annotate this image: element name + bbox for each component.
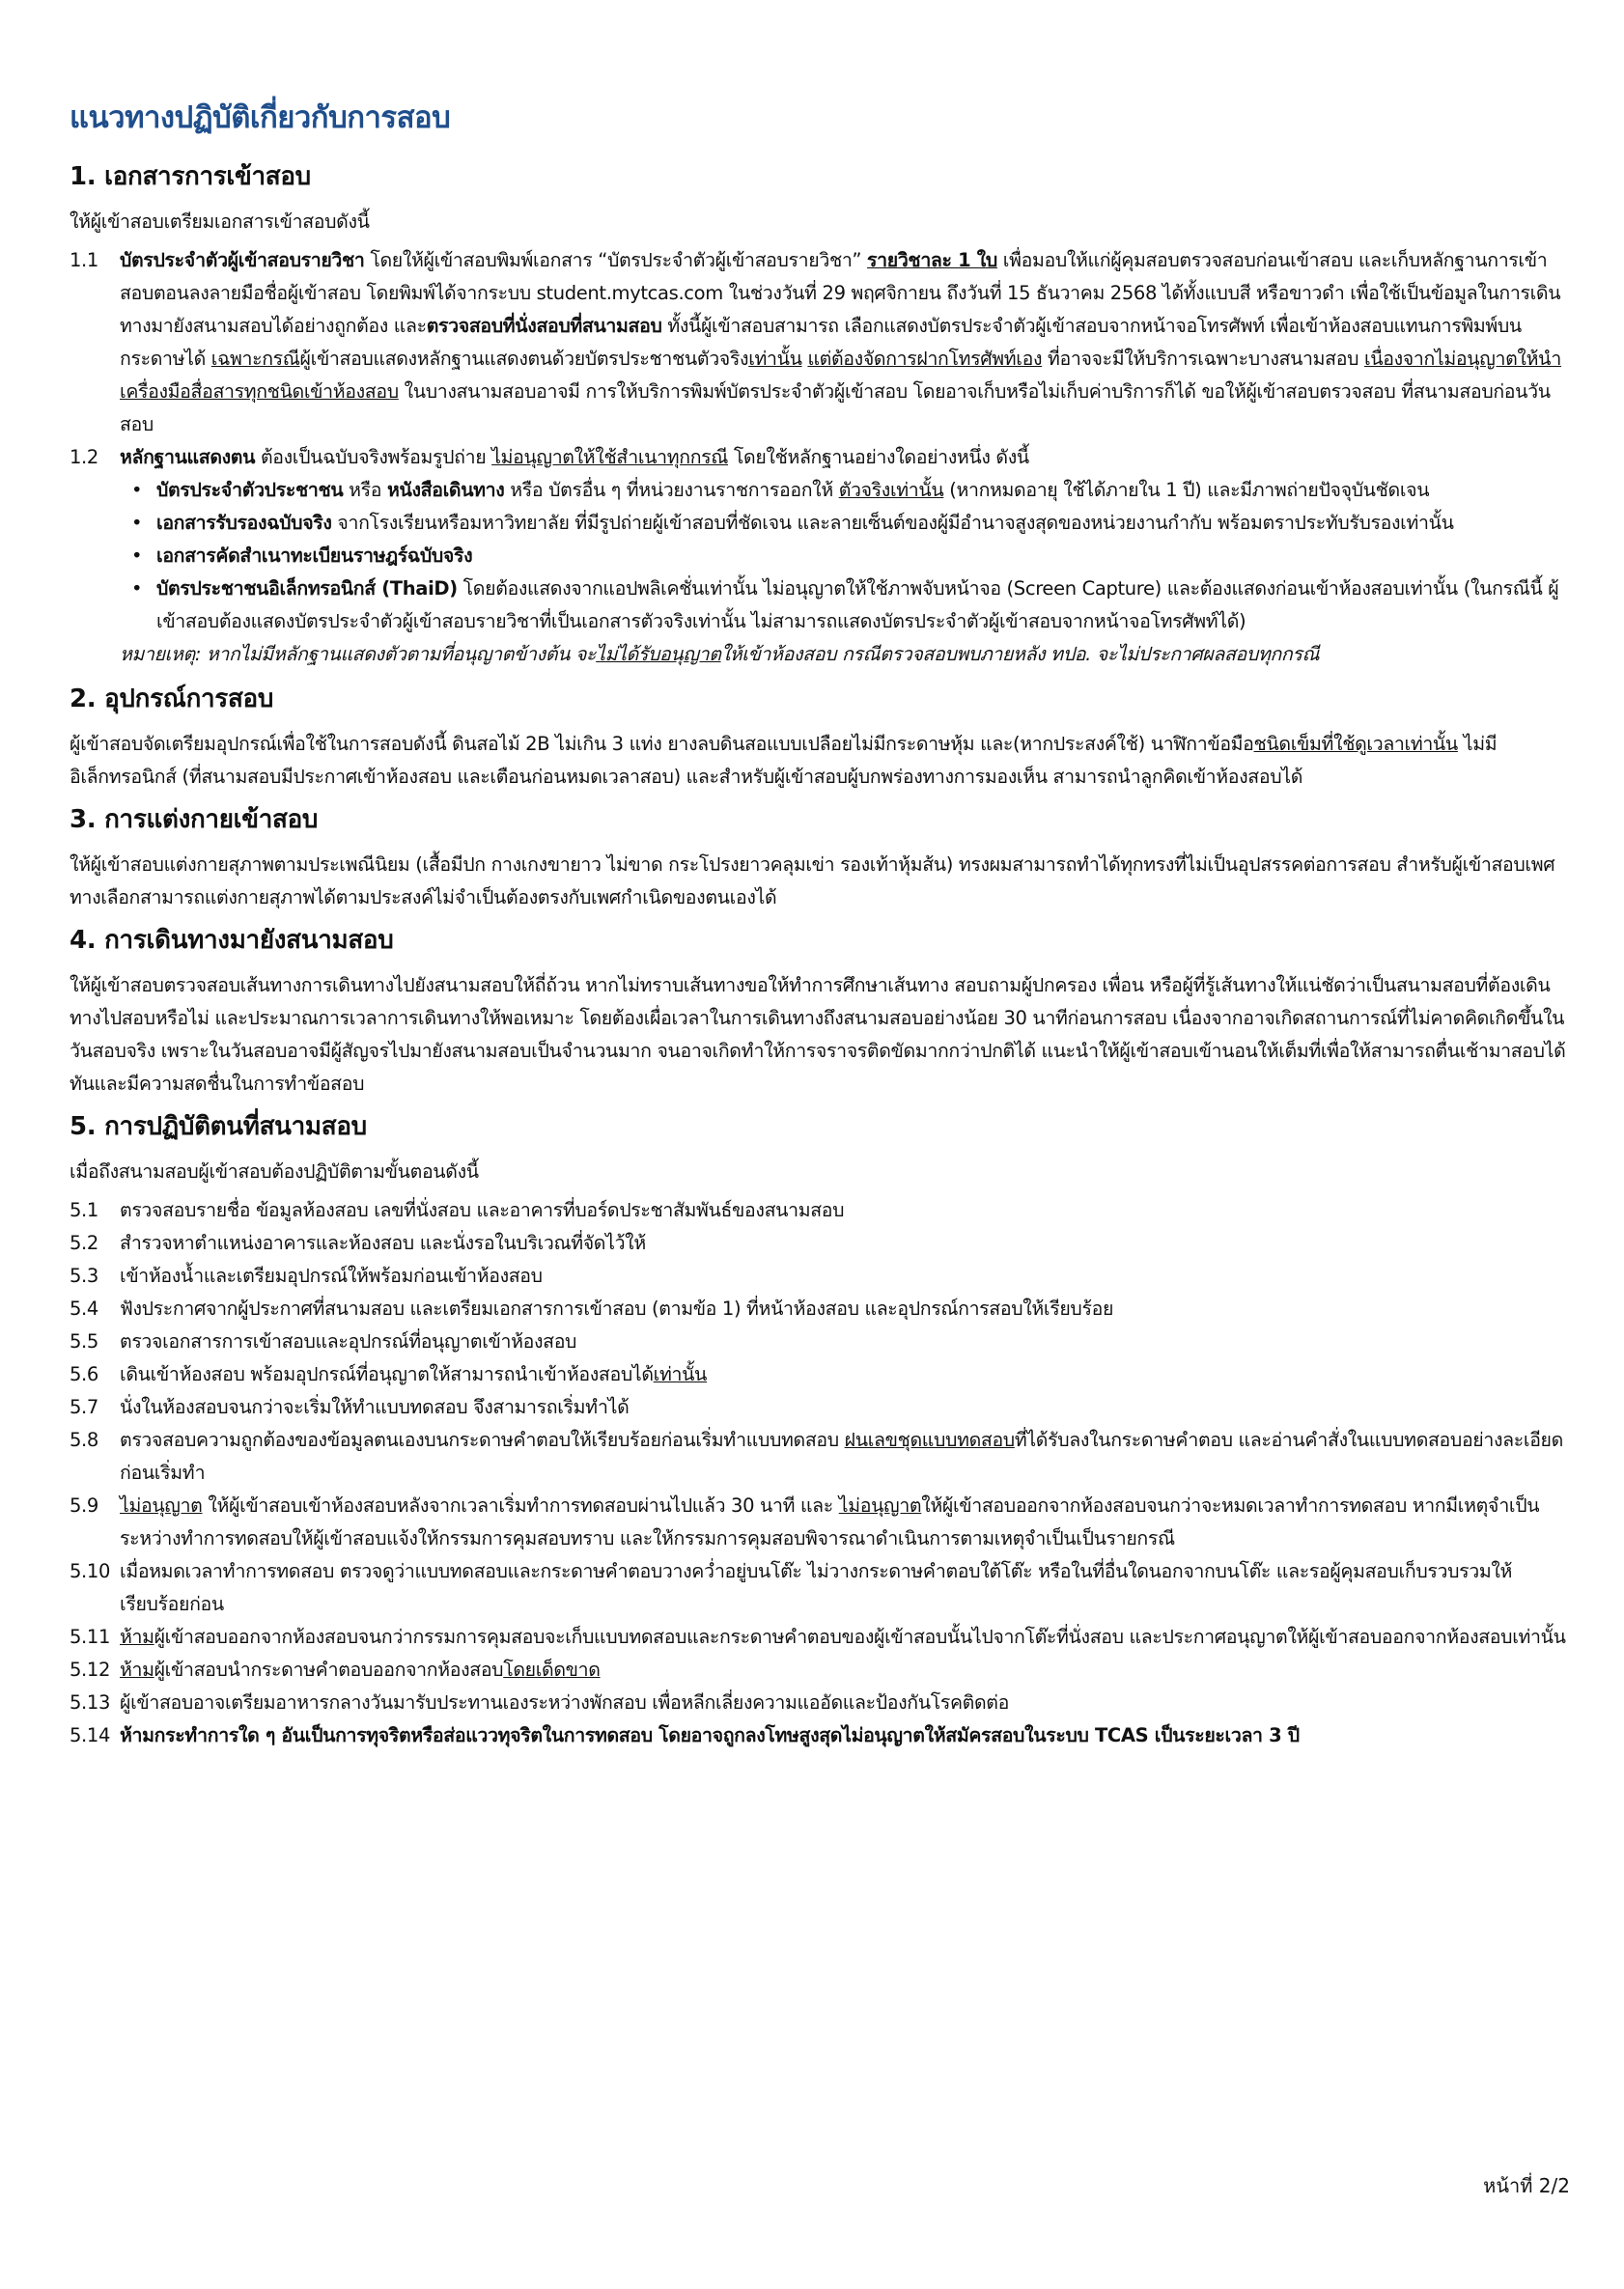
text-run: ตรวจเอกสารการเข้าสอบและอุปกรณ์ที่อนุญาตเข้าห้องสอบ — [120, 1330, 577, 1353]
text-run: ให้ผู้เข้าสอบแต่งกายสุภาพตามประเพณีนิยม (เสื้อมีปก กางเกงขายาว ไม่ขาด กระโปรงยาวคลุมเข่า รองเท้าหุ้มส้น) ทรงผมสามารถทำได้ทุกทรงที่ไม่เป็นอุปสรรคต่อการสอบ สำหรับผู้เข้าสอบเพศทางเลือกสามารถแต่งกายสุภาพได้ตามประสงค์ไม่จำเป็นต้องตรงกับเพศกำเนิดของตนเองได้ — [70, 853, 1555, 908]
bullet-item — [120, 474, 1571, 507]
text-run: บัตรประจำตัวผู้เข้าสอบรายวิชา — [120, 249, 365, 271]
section — [70, 1106, 1571, 1752]
text-run: โดยใช้หลักฐานอย่างใดอย่างหนึ่ง ดังนี้ — [728, 446, 1029, 468]
text-run: เอกสารคัดสำเนาทะเบียนราษฎร์ฉบับจริง — [156, 544, 473, 567]
section-intro — [70, 728, 1571, 794]
text-run: ผู้เข้าสอบแสดงหลักฐานแสดงตนด้วยบัตรประชาชนตัวจริง — [299, 348, 749, 370]
text-run: ห้ามกระทำการใด ๆ อันเป็นการทุจริตหรือส่อแววทุจริตในการทดสอบ โดยอาจถูกลงโทษสูงสุดไม่อนุญาตให้สมัครสอบในระบบ TCAS เป็นระยะเวลา 3 ปี — [120, 1724, 1300, 1746]
section — [70, 679, 1571, 794]
bullet-icon: • — [131, 512, 143, 534]
text-run: ผู้เข้าสอบนำกระดาษคำตอบออกจากห้องสอบ — [154, 1659, 504, 1681]
text-run: ฟังประกาศจากผู้ประกาศที่สนามสอบ และเตรียมเอกสารการเข้าสอบ (ตามข้อ 1) ที่หน้าห้องสอบ และอุปกรณ์การสอบให้เรียบร้อย — [120, 1298, 1114, 1320]
text-run: แต่ต้องจัดการฝากโทรศัพท์เอง — [807, 348, 1043, 370]
list-item — [70, 1621, 1571, 1654]
text-run: ห้าม — [120, 1659, 154, 1681]
bullet-text — [156, 540, 1571, 572]
item-text — [120, 244, 1571, 441]
list-item — [70, 1424, 1571, 1490]
item-number: 1.2 — [70, 446, 98, 468]
section-heading: 5. การปฏิบัติตนที่สนามสอบ — [70, 1112, 367, 1141]
bullet-item — [120, 540, 1571, 572]
list-item — [70, 1227, 1571, 1260]
text-run: เท่านั้น — [748, 348, 802, 370]
item-text — [120, 1194, 1571, 1227]
item-number: 5.6 — [70, 1363, 98, 1385]
page-number: หน้าที่ 2/2 — [1483, 2174, 1570, 2197]
item-number: 5.8 — [70, 1429, 98, 1451]
item-number: 5.4 — [70, 1298, 98, 1320]
list-item — [70, 1719, 1571, 1752]
item-text — [120, 1719, 1571, 1752]
bullet-icon: • — [131, 544, 143, 567]
sections-container — [70, 156, 1571, 1752]
section — [70, 156, 1571, 671]
text-run: สำรวจหาตำแหน่งอาคารและห้องสอบ และนั่งรอในบริเวณที่จัดไว้ให้ — [120, 1232, 646, 1254]
item-number: 5.7 — [70, 1396, 98, 1418]
bullet-icon: • — [131, 577, 143, 600]
text-run: เมื่อถึงสนามสอบผู้เข้าสอบต้องปฏิบัติตามขั้นตอนดังนี้ — [70, 1160, 479, 1183]
text-run: ชนิดเข็มที่ใช้ดูเวลาเท่านั้น — [1253, 733, 1458, 755]
item-text — [120, 1293, 1571, 1326]
list-item — [70, 441, 1571, 474]
text-run: เนื่องจากไม่อนุญาตให้นำเครื่องมือสื่อสารทุกชนิดเข้าห้องสอบ — [120, 348, 1562, 403]
list-item — [70, 1326, 1571, 1358]
text-run: ไม่อนุญาตให้ใช้สำเนาทุกกรณี — [491, 446, 729, 468]
text-run: ให้เข้าห้องสอบ กรณีตรวจสอบพบภายหลัง ทปอ. จะไม่ประกาศผลสอบทุกกรณี — [720, 643, 1320, 665]
text-run: เข้าห้องน้ำและเตรียมอุปกรณ์ให้พร้อมก่อนเข้าห้องสอบ — [120, 1265, 543, 1287]
text-run: หนังสือเดินทาง — [387, 479, 505, 501]
text-run: บัตรประชาชนอิเล็กทรอนิกส์ (ThaiD) — [156, 577, 458, 600]
item-text — [120, 1260, 1571, 1293]
text-run: หลักฐานแสดงตน — [120, 446, 256, 468]
list-item — [70, 1687, 1571, 1719]
item-number: 5.1 — [70, 1199, 98, 1221]
item-text — [120, 1654, 1571, 1687]
item-number: 5.3 — [70, 1265, 98, 1287]
bullet-list — [120, 474, 1571, 638]
list-item — [70, 1654, 1571, 1687]
document-page — [70, 93, 1571, 1758]
item-text — [120, 1358, 1571, 1391]
text-run: หรือ บัตรอื่น ๆ ที่หน่วยงานราชการออกให้ — [504, 479, 839, 501]
bullet-item — [120, 572, 1571, 638]
text-run: หรือ — [343, 479, 387, 501]
section-heading: 3. การแต่งกายเข้าสอบ — [70, 805, 319, 834]
text-run: ผู้เข้าสอบออกจากห้องสอบจนกว่ากรรมการคุมสอบจะเก็บแบบทดสอบและกระดาษคำตอบของผู้เข้าสอบนั้นไปจากโต๊ะที่นั่งสอบ และประกาศอนุญาตให้ผู้เข้าสอบออกจากห้องสอบเท่านั้น — [154, 1626, 1566, 1648]
text-run: ให้ผู้เข้าสอบเข้าห้องสอบหลังจากเวลาเริ่มทำการทดสอบผ่านไปแล้ว 30 นาที และ — [202, 1494, 839, 1517]
text-run: ห้าม — [120, 1626, 154, 1648]
text-run: เดินเข้าห้องสอบ พร้อมอุปกรณ์ที่อนุญาตให้สามารถนำเข้าห้องสอบได้ — [120, 1363, 654, 1385]
text-run: ให้ผู้เข้าสอบเตรียมเอกสารเข้าสอบดังนี้ — [70, 210, 370, 233]
text-run: ไม่อนุญาต — [838, 1494, 922, 1517]
item-number: 5.10 — [70, 1560, 111, 1582]
bullet-icon: • — [131, 479, 143, 501]
text-run: ผู้เข้าสอบอาจเตรียมอาหารกลางวันมารับประทานเองระหว่างพักสอบ เพื่อหลีกเลี่ยงความแออัดและป้องกันโรคติดต่อ — [120, 1691, 1009, 1714]
list-item — [70, 244, 1571, 441]
section-intro — [70, 849, 1571, 914]
item-text — [120, 1621, 1571, 1654]
section-intro — [70, 206, 1571, 238]
item-number: 5.14 — [70, 1724, 111, 1746]
text-run: ที่ได้รับลงในกระดาษคำตอบ และอ่านคำสั่งในแบบทดสอบอย่างละเอียดก่อนเริ่มทำ — [120, 1429, 1563, 1484]
section-heading: 1. เอกสารการเข้าสอบ — [70, 162, 311, 191]
text-run: รายวิชาละ 1 ใบ — [867, 249, 997, 271]
text-run: ที่อาจจะมีให้บริการเฉพาะบางสนามสอบ — [1042, 348, 1364, 370]
item-number: 5.13 — [70, 1691, 111, 1714]
item-text — [120, 1687, 1571, 1719]
bullet-text — [156, 507, 1571, 540]
text-run: ต้องเป็นฉบับจริงพร้อมรูปถ่าย — [255, 446, 492, 468]
text-run: ตรวจสอบความถูกต้องของข้อมูลตนเองบนกระดาษคำตอบให้เรียบร้อยก่อนเริ่มทำแบบทดสอบ — [120, 1429, 845, 1451]
item-text — [120, 1326, 1571, 1358]
text-run: เท่านั้น — [653, 1363, 708, 1385]
item-number: 5.5 — [70, 1330, 98, 1353]
bullet-item — [120, 507, 1571, 540]
text-run: ให้ผู้เข้าสอบตรวจสอบเส้นทางการเดินทางไปยังสนามสอบให้ถี่ถ้วน หากไม่ทราบเส้นทางขอให้ทำการศึกษาเส้นทาง สอบถามผู้ปกครอง เพื่อน หรือผู้ที่รู้เส้นทางให้แน่ชัดว่าเป็นสนามสอบที่ต้องเดินทางไปสอบหรือไม่ และประมาณการเวลาการเดินทางให้พอเหมาะ โดยต้องเผื่อเวลาในการเดินทางถึงสนามสอบอย่างน้อย 30 นาทีก่อนการสอบ เนื่องจากอาจเกิดสถานการณ์ที่ไม่คาดคิดเกิดขึ้นในวันสอบจริง เพราะในวันสอบอาจมีผู้สัญจรไปมายังสนามสอบเป็นจำนวนมาก จนอาจเกิดทำให้การจราจรติดขัดมากกว่าปกติได้ แนะนำให้ผู้เข้าสอบเข้านอนให้เต็มที่เพื่อให้สามารถตื่นเช้ามาสอบได้ทันและมีความสดชื่นในการทำข้อสอบ — [70, 974, 1566, 1095]
item-text — [120, 1227, 1571, 1260]
list-item — [70, 1260, 1571, 1293]
text-run: ให้ผู้เข้าสอบออกจากห้องสอบจนกว่าจะหมดเวลาทำการทดสอบ หากมีเหตุจำเป็นระหว่างทำการทดสอบให้ผู้เข้าสอบแจ้งให้กรรมการคุมสอบทราบ และให้กรรมการคุมสอบพิจารณาดำเนินการตามเหตุจำเป็นเป็นรายกรณี — [120, 1494, 1540, 1549]
item-text — [120, 441, 1571, 474]
text-run: ผู้เข้าสอบจัดเตรียมอุปกรณ์เพื่อใช้ในการสอบดังนี้ ดินสอไม้ 2B ไม่เกิน 3 แท่ง ยางลบดินสอแบบเปลือยไม่มีกระดาษหุ้ม และ(หากประสงค์ใช้) นาฬิกาข้อมือ — [70, 733, 1254, 755]
text-run: โดยให้ผู้เข้าสอบพิมพ์เอกสาร “บัตรประจำตัวผู้เข้าสอบรายวิชา” — [364, 249, 868, 271]
text-run: ในช่วงวันที่ 29 พฤศจิกายน ถึงวันที่ 15 ธันวาคม 2568 ได้ทั้งแบบสี หรือขาวดำ เพื่อใช้เป็นข้อมูลในการเดินทางมายังสนามสอบได้อย่างถูกต้อง และ — [120, 282, 1561, 337]
item-number: 5.12 — [70, 1659, 111, 1681]
text-run: นั่งในห้องสอบจนกว่าจะเริ่มให้ทำแบบทดสอบ จึงสามารถเริ่มทำได้ — [120, 1396, 630, 1418]
section-heading: 2. อุปกรณ์การสอบ — [70, 684, 274, 713]
text-run: เพื่อมอบให้แก่ผู้คุมสอบตรวจสอบก่อนเข้าสอบ และเก็บหลักฐานการเข้าสอบตอนลงลายมือชื่อผู้เข้าสอบ โดยพิมพ์ได้จากระบบ — [120, 249, 1548, 304]
text-run: เฉพาะกรณี — [210, 348, 300, 370]
text-run: จากโรงเรียนหรือมหาวิทยาลัย ที่มีรูปถ่ายผู้เข้าสอบที่ชัดเจน และลายเซ็นต์ของผู้มีอำนาจสูงสุดของหน่วยงานกำกับ พร้อมตราประทับรับรองเท่านั้น — [331, 512, 1454, 534]
list-item — [70, 1490, 1571, 1555]
text-run: ไม่อนุญาต — [120, 1494, 203, 1517]
text-run: ไม่มีอิเล็กทรอนิกส์ (ที่สนามสอบมีประกาศเข้าห้องสอบ และเตือนก่อนหมดเวลาสอบ) และสำหรับผู้เข้าสอบผู้บกพร่องทางการมองเห็น สามารถนำลูกคิดเข้าห้องสอบได้ — [70, 733, 1498, 788]
text-run: ตรวจสอบที่นั่งสอบที่สนามสอบ — [426, 315, 662, 337]
text-run: บัตรประจำตัวประชาชน — [156, 479, 344, 501]
section-intro — [70, 1156, 1571, 1188]
text-run: ฝนเลขชุดแบบทดสอบ — [844, 1429, 1015, 1451]
text-run: โดยต้องแสดงจากแอปพลิเคชั่นเท่านั้น ไม่อนุญาตให้ใช้ภาพจับหน้าจอ (Screen Capture) และต้องแสดงก่อนเข้าห้องสอบเท่านั้น (ในกรณีนี้ ผู้เข้าสอบต้องแสดงบัตรประจำตัวผู้เข้าสอบรายวิชาที่เป็นเอกสารตัวจริงเท่านั้น ไม่สามารถแสดงบัตรประจำตัวผู้เข้าสอบจากหน้าจอโทรศัพท์ได้) — [156, 577, 1559, 632]
bullet-text — [156, 474, 1571, 507]
list-item — [70, 1194, 1571, 1227]
item-text — [120, 1424, 1571, 1490]
text-run: ตรวจสอบรายชื่อ ข้อมูลห้องสอบ เลขที่นั่งสอบ และอาคารที่บอร์ดประชาสัมพันธ์ของสนามสอบ — [120, 1199, 845, 1221]
item-text — [120, 1391, 1571, 1424]
section — [70, 799, 1571, 914]
section-intro — [70, 969, 1571, 1101]
list-item — [70, 1358, 1571, 1391]
item-number: 1.1 — [70, 249, 98, 271]
text-run: โดยเด็ดขาด — [503, 1659, 601, 1681]
text-run: เอกสารรับรองฉบับจริง — [156, 512, 332, 534]
text-run: ในบางสนามสอบอาจมี การให้บริการพิมพ์บัตรประจำตัวผู้เข้าสอบ โดยอาจเก็บหรือไม่เก็บค่าบริการก็ได้ ขอให้ผู้เข้าสอบตรวจสอบ ที่สนามสอบก่อนวันสอบ — [120, 380, 1551, 435]
item-number: 5.2 — [70, 1232, 98, 1254]
document-title: แนวทางปฏิบัติเกี่ยวกับการสอบ — [70, 100, 451, 135]
item-number: 5.11 — [70, 1626, 111, 1648]
item-text — [120, 1555, 1571, 1621]
text-run: หมายเหตุ: หากไม่มีหลักฐานแสดงตัวตามที่อนุญาตข้างต้น จะ — [120, 643, 597, 665]
section — [70, 920, 1571, 1101]
text-run: ไม่ได้รับอนุญาต — [596, 643, 721, 665]
section-note — [120, 638, 1571, 671]
text-run: student.mytcas.com — [536, 282, 723, 304]
text-run: (หากหมดอายุ ใช้ได้ภายใน 1 ปี) และมีภาพถ่ายปัจจุบันชัดเจน — [943, 479, 1430, 501]
list-item — [70, 1555, 1571, 1621]
list-item — [70, 1391, 1571, 1424]
item-number: 5.9 — [70, 1494, 98, 1517]
text-run: ตัวจริงเท่านั้น — [838, 479, 944, 501]
item-text — [120, 1490, 1571, 1555]
section-heading: 4. การเดินทางมายังสนามสอบ — [70, 926, 394, 955]
bullet-text — [156, 572, 1571, 638]
text-run: ทั้งนี้ผู้เข้าสอบสามารถ เลือกแสดงบัตรประจำตัวผู้เข้าสอบจากหน้าจอโทรศัพท์ เพื่อเข้าห้องสอบแทนการพิมพ์บนกระดาษได้ — [120, 315, 1522, 370]
text-run: เมื่อหมดเวลาทำการทดสอบ ตรวจดูว่าแบบทดสอบและกระดาษคำตอบวางคว่ำอยู่บนโต๊ะ ไม่วางกระดาษคำตอบใต้โต๊ะ หรือในที่อื่นใดนอกจากบนโต๊ะ และรอผู้คุมสอบเก็บรวบรวมให้เรียบร้อยก่อน — [120, 1560, 1513, 1615]
list-item — [70, 1293, 1571, 1326]
